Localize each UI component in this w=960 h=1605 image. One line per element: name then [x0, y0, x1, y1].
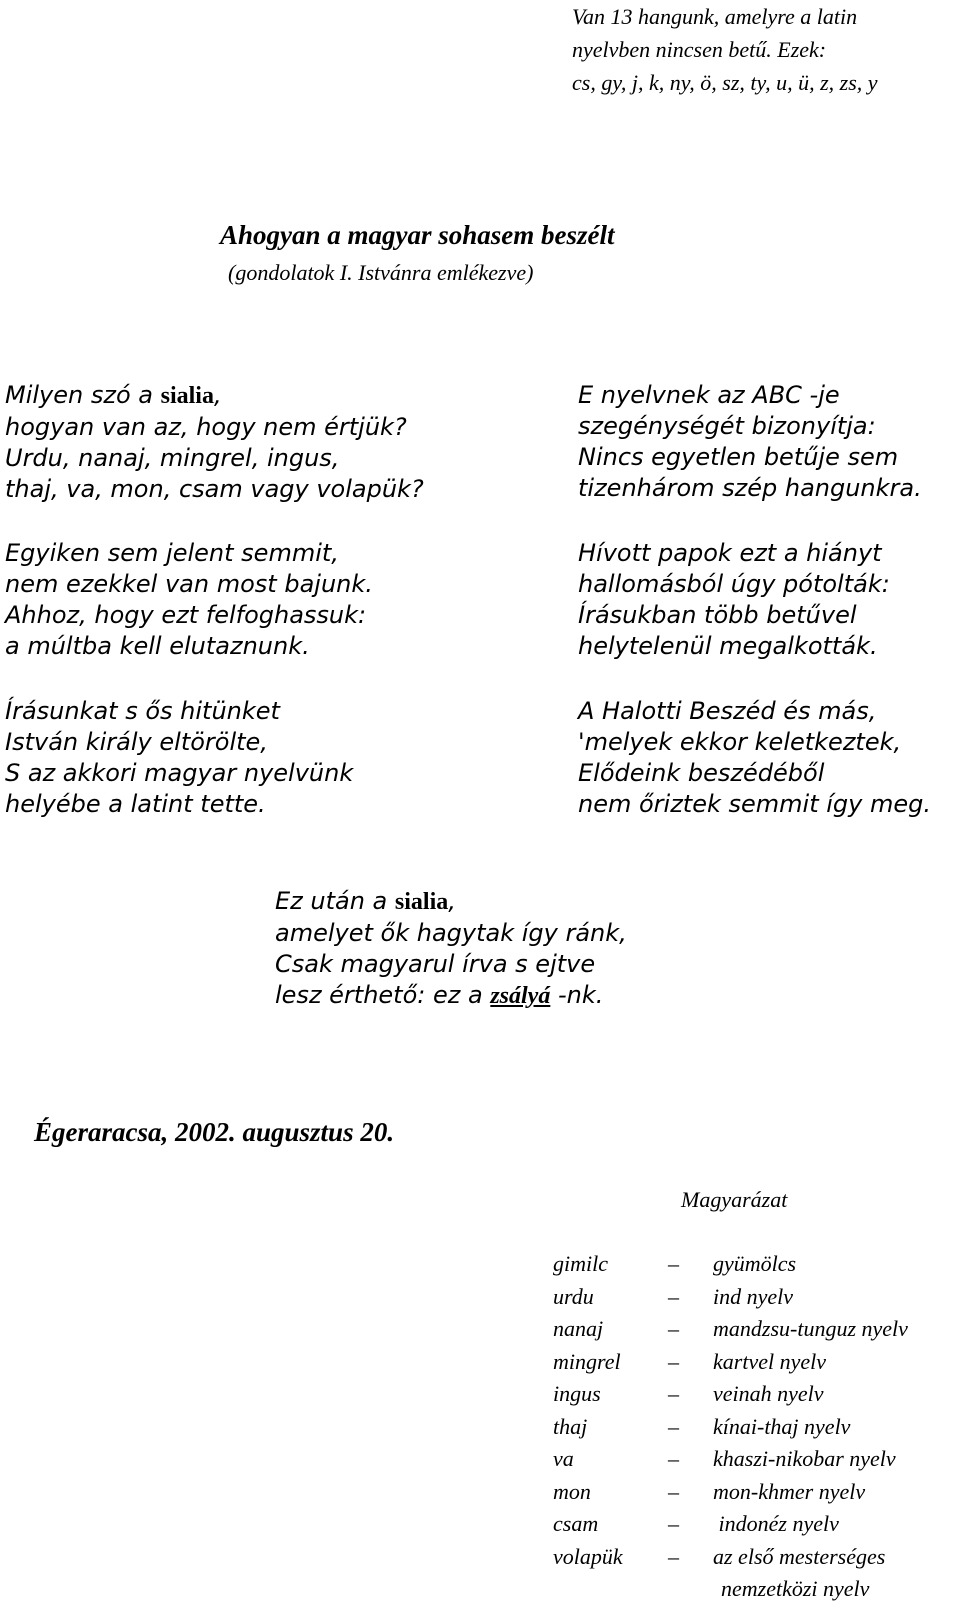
glossary-dash: – [668, 1476, 679, 1509]
stanza-line: 'melyek ekkor keletkeztek, [578, 727, 931, 758]
glossary-term: thaj [553, 1411, 587, 1444]
glossary-dash: – [668, 1508, 679, 1541]
glossary-term: ingus [553, 1378, 601, 1411]
glossary-dash: – [668, 1313, 679, 1346]
glossary-definition: veinah nyelv [713, 1378, 824, 1411]
glossary-dash: – [668, 1443, 679, 1476]
stanza-line: Ahhoz, hogy ezt felfoghassuk: [5, 600, 373, 631]
stanza-line-text: Ez után a [275, 887, 395, 915]
stanza-line: nem őriztek semmit így meg. [578, 789, 931, 820]
stanza-line: Hívott papok ezt a hiányt [578, 538, 890, 569]
glossary-definition: az első mesterséges [713, 1541, 885, 1574]
stanza-left-2 [5, 538, 373, 662]
glossary-term: mon [553, 1476, 591, 1509]
glossary-dash: – [668, 1411, 679, 1444]
stanza-line: hogyan van az, hogy nem értjük? [5, 412, 424, 443]
stanza-center [275, 886, 627, 1012]
glossary-definition-continued: nemzetközi nyelv [721, 1573, 869, 1605]
glossary-definition: gyümölcs [713, 1248, 796, 1281]
stanza-right-1 [578, 380, 922, 504]
stanza-right-3 [578, 696, 931, 820]
stanza-line: helyébe a latint tette. [5, 789, 353, 820]
keyword-sialia: sialia [161, 383, 214, 409]
stanza-line: István király eltörölte, [5, 727, 353, 758]
poem-subtitle: (gondolatok I. Istvánra emlékezve) [228, 260, 533, 286]
glossary-term: csam [553, 1508, 598, 1541]
glossary-definition: khaszi-nikobar nyelv [713, 1443, 896, 1476]
glossary-term: urdu [553, 1281, 594, 1314]
stanza-line: szegénységét bizonyítja: [578, 411, 922, 442]
place-date-signature: Égeraracsa, 2002. augusztus 20. [34, 1117, 394, 1148]
glossary-term: mingrel [553, 1346, 621, 1379]
stanza-line: S az akkori magyar nyelvünk [5, 758, 353, 789]
glossary-definition: kínai-thaj nyelv [713, 1411, 850, 1444]
glossary-definition: ind nyelv [713, 1281, 793, 1314]
stanza-line: tizenhárom szép hangunkra. [578, 473, 922, 504]
intro-line: nyelvben nincsen betű. Ezek: [572, 33, 878, 66]
intro-line: cs, gy, j, k, ny, ö, sz, ty, u, ü, z, zs, y [572, 66, 878, 99]
intro-note [572, 0, 878, 99]
stanza-line: Elődeink beszédéből [578, 758, 931, 789]
glossary-term: gimilc [553, 1248, 608, 1281]
stanza-line: hallomásból úgy pótolták: [578, 569, 890, 600]
poem-title: Ahogyan a magyar sohasem beszélt [220, 220, 615, 251]
stanza-line: Írásukban több betűvel [578, 600, 890, 631]
stanza-line: Csak magyarul írva s ejtve [275, 949, 627, 980]
stanza-line: helytelenül megalkották. [578, 631, 890, 662]
stanza-line: Urdu, nanaj, mingrel, ingus, [5, 443, 424, 474]
stanza-line-text: , [214, 381, 222, 409]
glossary-definition: mandzsu-tunguz nyelv [713, 1313, 908, 1346]
stanza-line-text: , [448, 887, 456, 915]
stanza-left-1 [5, 380, 424, 505]
stanza-line-text: -nk. [550, 981, 603, 1009]
stanza-left-3 [5, 696, 353, 820]
stanza-line: nem ezekkel van most bajunk. [5, 569, 373, 600]
glossary-term: volapük [553, 1541, 623, 1574]
stanza-line: amelyet ők hagytak így ránk, [275, 918, 627, 949]
glossary-definition: mon-khmer nyelv [713, 1476, 865, 1509]
glossary-dash: – [668, 1346, 679, 1379]
stanza-line-text: Milyen szó a [5, 381, 161, 409]
glossary-dash: – [668, 1541, 679, 1574]
keyword-zsalya: zsályá [490, 983, 550, 1009]
stanza-right-2 [578, 538, 890, 662]
stanza-line: E nyelvnek az ABC -je [578, 380, 922, 411]
glossary-term: va [553, 1443, 574, 1476]
stanza-line [275, 886, 627, 918]
glossary-dash: – [668, 1281, 679, 1314]
stanza-line: thaj, va, mon, csam vagy volapük? [5, 474, 424, 505]
keyword-sialia: sialia [395, 889, 448, 915]
intro-line: Van 13 hangunk, amelyre a latin [572, 0, 878, 33]
stanza-line: Írásunkat s ős hitünket [5, 696, 353, 727]
stanza-line-text: lesz érthető: ez a [275, 981, 490, 1009]
stanza-line: Egyiken sem jelent semmit, [5, 538, 373, 569]
stanza-line: Nincs egyetlen betűje sem [578, 442, 922, 473]
stanza-line: A Halotti Beszéd és más, [578, 696, 931, 727]
glossary-definition: kartvel nyelv [713, 1346, 826, 1379]
stanza-line: a múltba kell elutaznunk. [5, 631, 373, 662]
glossary-heading: Magyarázat [681, 1187, 787, 1213]
glossary-dash: – [668, 1378, 679, 1411]
stanza-line [5, 380, 424, 412]
glossary-term: nanaj [553, 1313, 603, 1346]
glossary-definition: indonéz nyelv [713, 1508, 839, 1541]
stanza-line [275, 980, 627, 1012]
glossary-dash: – [668, 1248, 679, 1281]
